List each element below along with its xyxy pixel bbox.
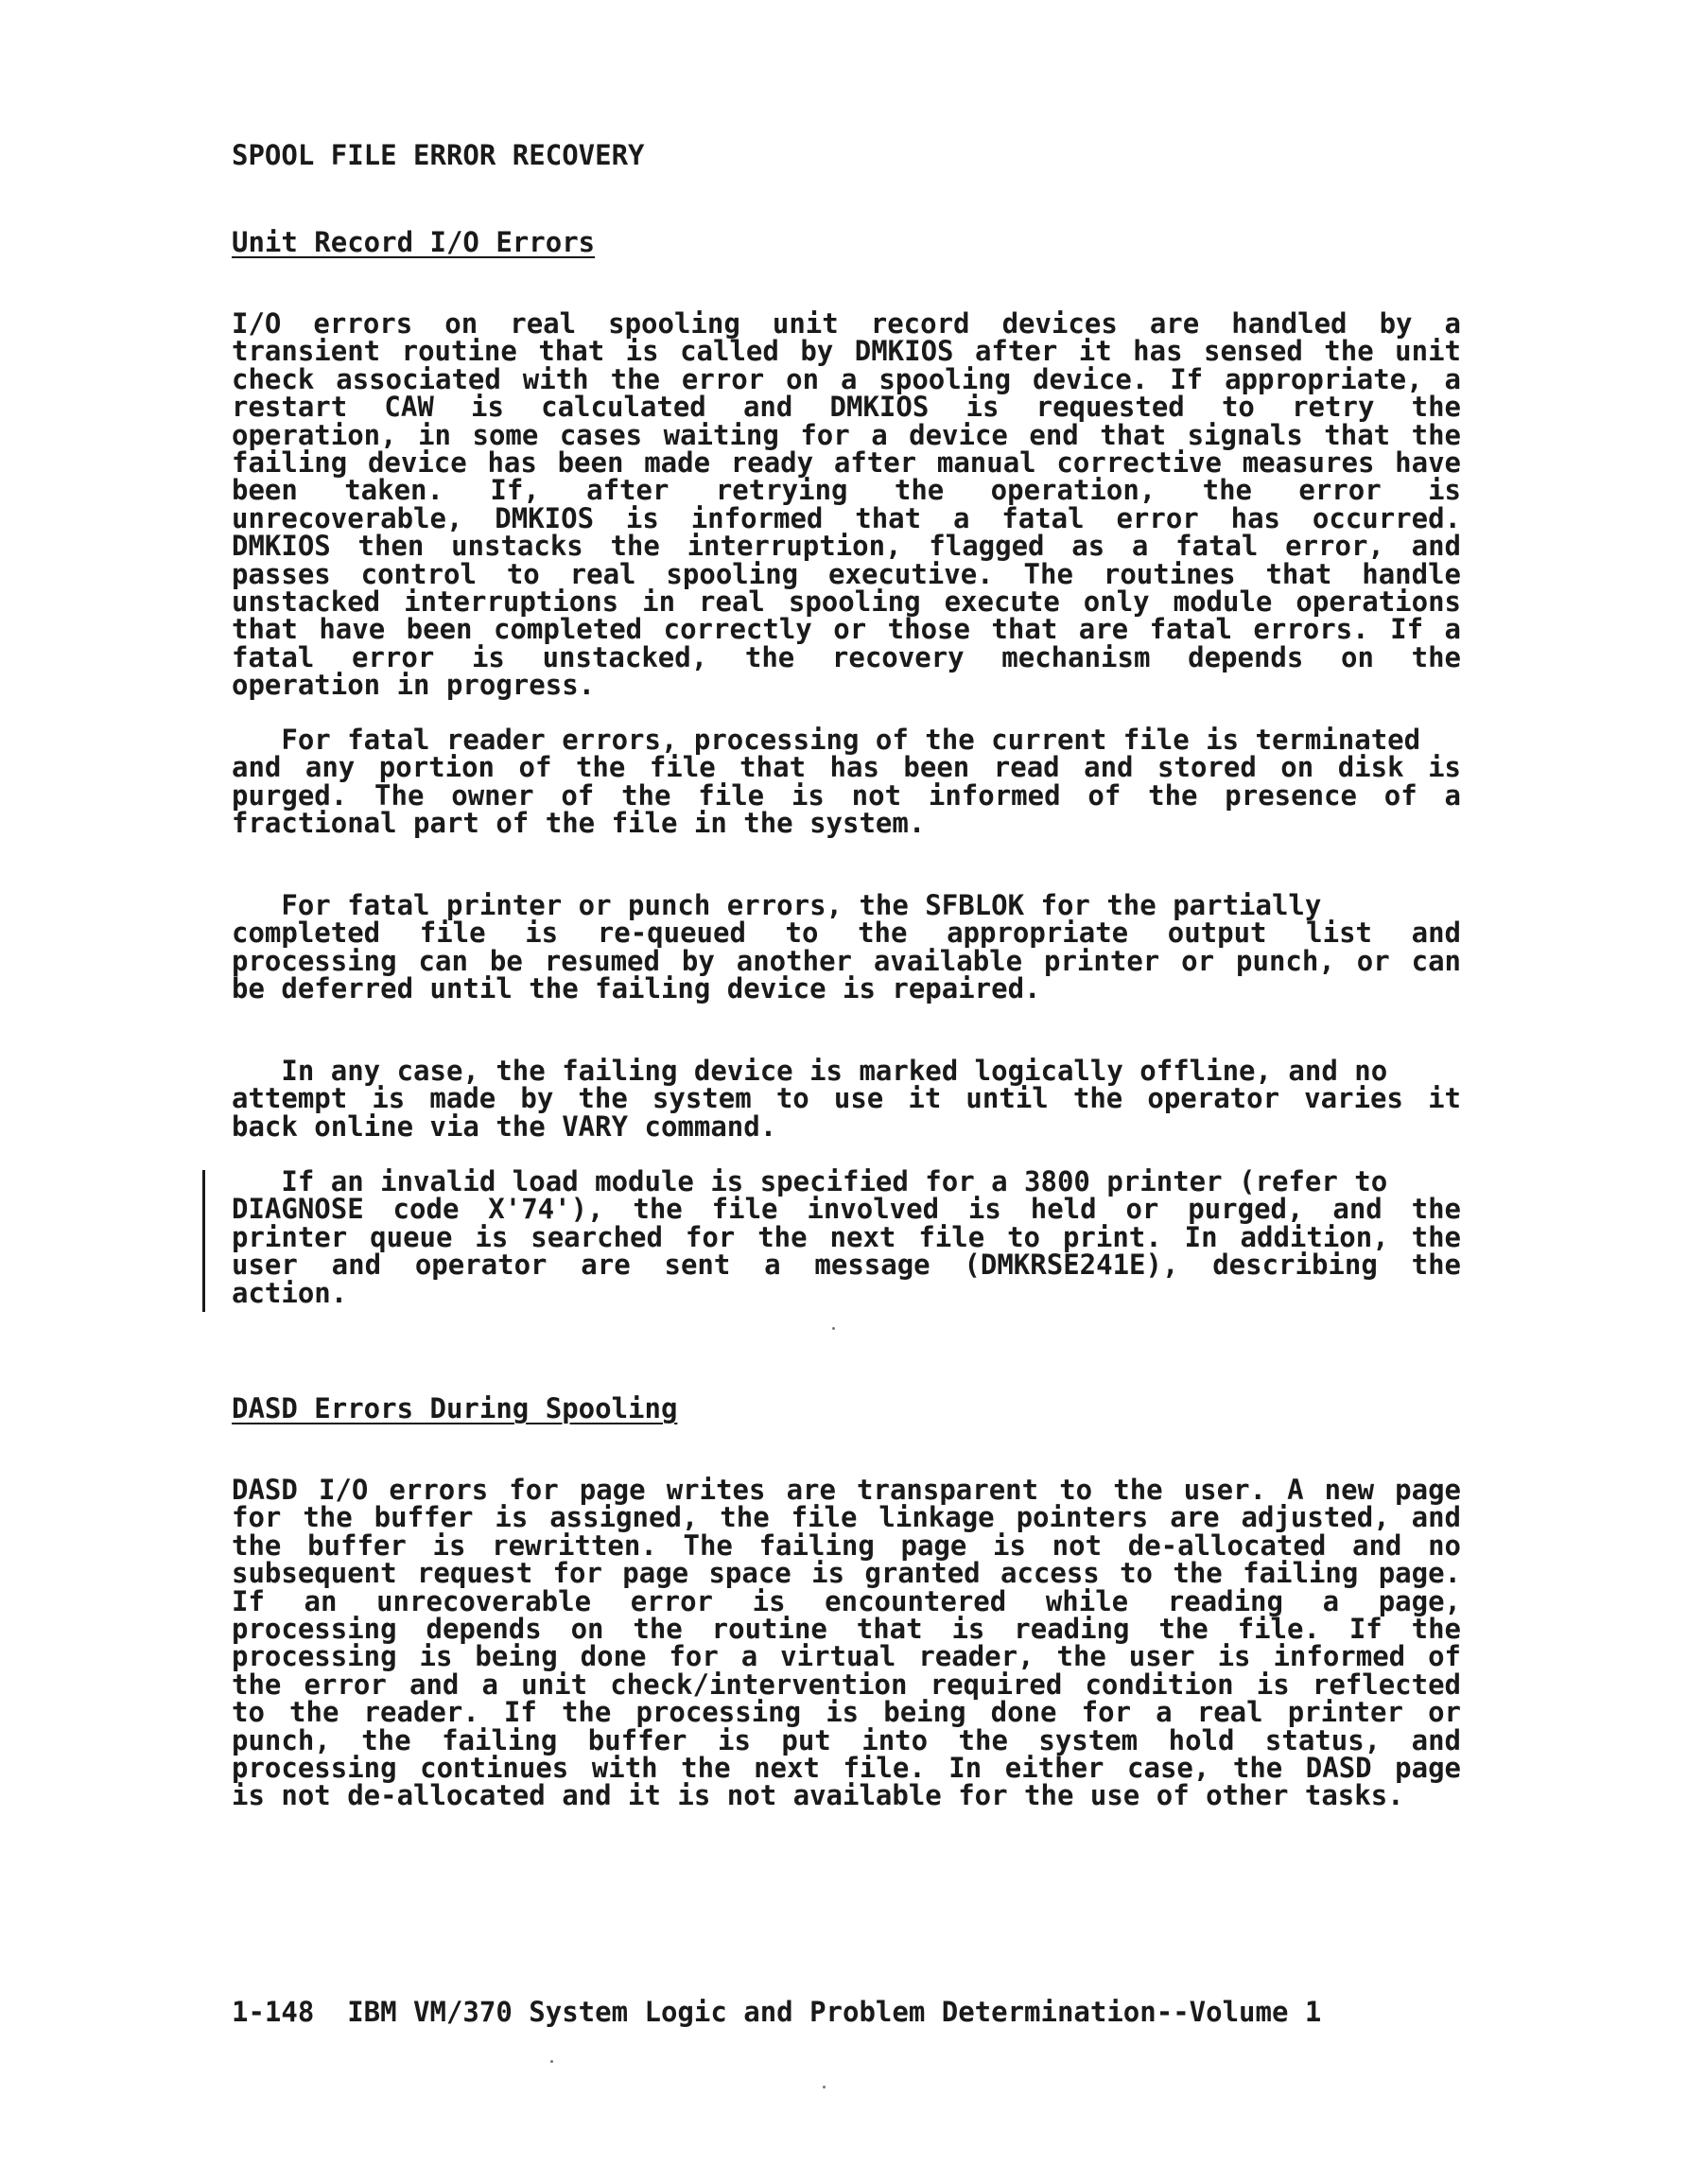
page-footer bbox=[232, 1996, 1461, 2028]
paragraph-line: DMKIOS then unstacks the interruption, flagged as a fatal error, and bbox=[232, 530, 1461, 563]
paragraph-line: fractional part of the file in the system. bbox=[232, 807, 926, 840]
paragraph-line: DASD I/O errors for page writes are transparent to the user. A new page bbox=[232, 1474, 1461, 1506]
paragraph-line: purged. The owner of the file is not informed of the presence of a bbox=[232, 778, 1461, 812]
paragraph-line: the error and a unit check/intervention required condition is reflected bbox=[232, 1668, 1461, 1701]
scan-speck bbox=[550, 2060, 553, 2063]
dasd-paragraph-1 bbox=[232, 1476, 1461, 1810]
section-title bbox=[232, 139, 1461, 171]
paragraph-line: to the reader. If the processing is being done for a real printer or bbox=[232, 1696, 1461, 1729]
unit-record-paragraph-1 bbox=[232, 307, 1461, 702]
paragraph-line: processing can be resumed by another available printer or punch, or can bbox=[232, 944, 1461, 977]
paragraph-line: If an unrecoverable error is encountered while reading a page, bbox=[232, 1584, 1461, 1617]
paragraph-line: restart CAW is calculated and DMKIOS is requested to retry the bbox=[232, 391, 1461, 424]
paragraph-line: passes control to real spooling executive. The routines that handle bbox=[232, 557, 1461, 590]
paragraph-line: printer queue is searched for the next file to print. In addition, the bbox=[232, 1220, 1461, 1253]
revision-bar bbox=[202, 1170, 205, 1312]
unit-record-heading-text: Unit Record I/O Errors bbox=[232, 226, 596, 258]
paragraph-line: for the buffer is assigned, the file linkage pointers are adjusted, and bbox=[232, 1501, 1461, 1534]
paragraph-line: completed file is re-queued to the appropriate output list and bbox=[232, 917, 1461, 950]
paragraph-line: processing depends on the routine that is reading the file. If the bbox=[232, 1612, 1461, 1645]
paragraph-line: In any case, the failing device is marked logically offline, and no bbox=[232, 1055, 1388, 1087]
paragraph-line: punch, the failing buffer is put into the system hold status, and bbox=[232, 1723, 1461, 1756]
paragraph-line: been taken. If, after retrying the operation, the error is bbox=[232, 474, 1461, 507]
paragraph-line: For fatal printer or punch errors, the SFBLOK for the partially bbox=[232, 889, 1322, 921]
paragraph-line: For fatal reader errors, processing of the current file is terminated bbox=[232, 724, 1421, 756]
section-title-text: SPOOL FILE ERROR RECOVERY bbox=[232, 139, 645, 171]
paragraph-line: is not de-allocated and it is not available for the use of other tasks. bbox=[232, 1779, 1404, 1812]
paragraph-line: action. bbox=[232, 1276, 348, 1309]
paragraph-line: the buffer is rewritten. The failing page is not de-allocated and no bbox=[232, 1529, 1461, 1562]
dasd-heading-text: DASD Errors During Spooling bbox=[232, 1392, 678, 1424]
paragraph-line: DIAGNOSE code X'74'), the file involved is held or purged, and the bbox=[232, 1193, 1461, 1226]
dasd-heading bbox=[232, 1392, 1461, 1424]
paragraph-line: that have been completed correctly or those that are fatal errors. If a bbox=[232, 613, 1461, 646]
paragraph-line: be deferred until the failing device is repaired. bbox=[232, 972, 1041, 1005]
footer-text: 1-148 IBM VM/370 System Logic and Problem Determination--Volume 1 bbox=[232, 1996, 1322, 2028]
paragraph-line: fatal error is unstacked, the recovery mechanism depends on the bbox=[232, 640, 1461, 673]
scan-speck bbox=[832, 1327, 835, 1330]
paragraph-line: I/O errors on real spooling unit record devices are handled by a bbox=[232, 307, 1461, 340]
paragraph-line: unstacked interruptions in real spooling execute only module operations bbox=[232, 585, 1461, 618]
unit-record-paragraph-3 bbox=[232, 889, 1461, 1005]
paragraph-line: failing device has been made ready after manual corrective measures have bbox=[232, 446, 1461, 479]
paragraph-line: unrecoverable, DMKIOS is informed that a fatal error has occurred. bbox=[232, 501, 1461, 534]
paragraph-line: subsequent request for page space is granted access to the failing page. bbox=[232, 1557, 1461, 1590]
paragraph-line: check associated with the error on a spooling device. If appropriate, a bbox=[232, 362, 1461, 395]
paragraph-line: transient routine that is called by DMKIOS after it has sensed the unit bbox=[232, 335, 1461, 368]
unit-record-paragraph-2 bbox=[232, 726, 1461, 838]
paragraph-line: operation, in some cases waiting for a device end that signals that the bbox=[232, 418, 1461, 451]
unit-record-heading bbox=[232, 226, 1461, 258]
paragraph-line: user and operator are sent a message (DMKRSE241E), describing the bbox=[232, 1249, 1461, 1282]
paragraph-line: processing is being done for a virtual reader, the user is informed of bbox=[232, 1640, 1461, 1673]
scan-speck bbox=[823, 2086, 826, 2088]
paragraph-line: If an invalid load module is specified for a 3800 printer (refer to bbox=[232, 1165, 1388, 1197]
unit-record-paragraph-5 bbox=[232, 1165, 1461, 1309]
paragraph-line: back online via the VARY command. bbox=[232, 1109, 777, 1143]
paragraph-line: processing continues with the next file. In either case, the DASD page bbox=[232, 1751, 1461, 1784]
paragraph-line: and any portion of the file that has been read and stored on disk is bbox=[232, 751, 1461, 784]
unit-record-paragraph-4 bbox=[232, 1057, 1461, 1141]
paragraph-line: operation in progress. bbox=[232, 669, 596, 702]
paragraph-line: attempt is made by the system to use it until the operator varies it bbox=[232, 1082, 1461, 1115]
